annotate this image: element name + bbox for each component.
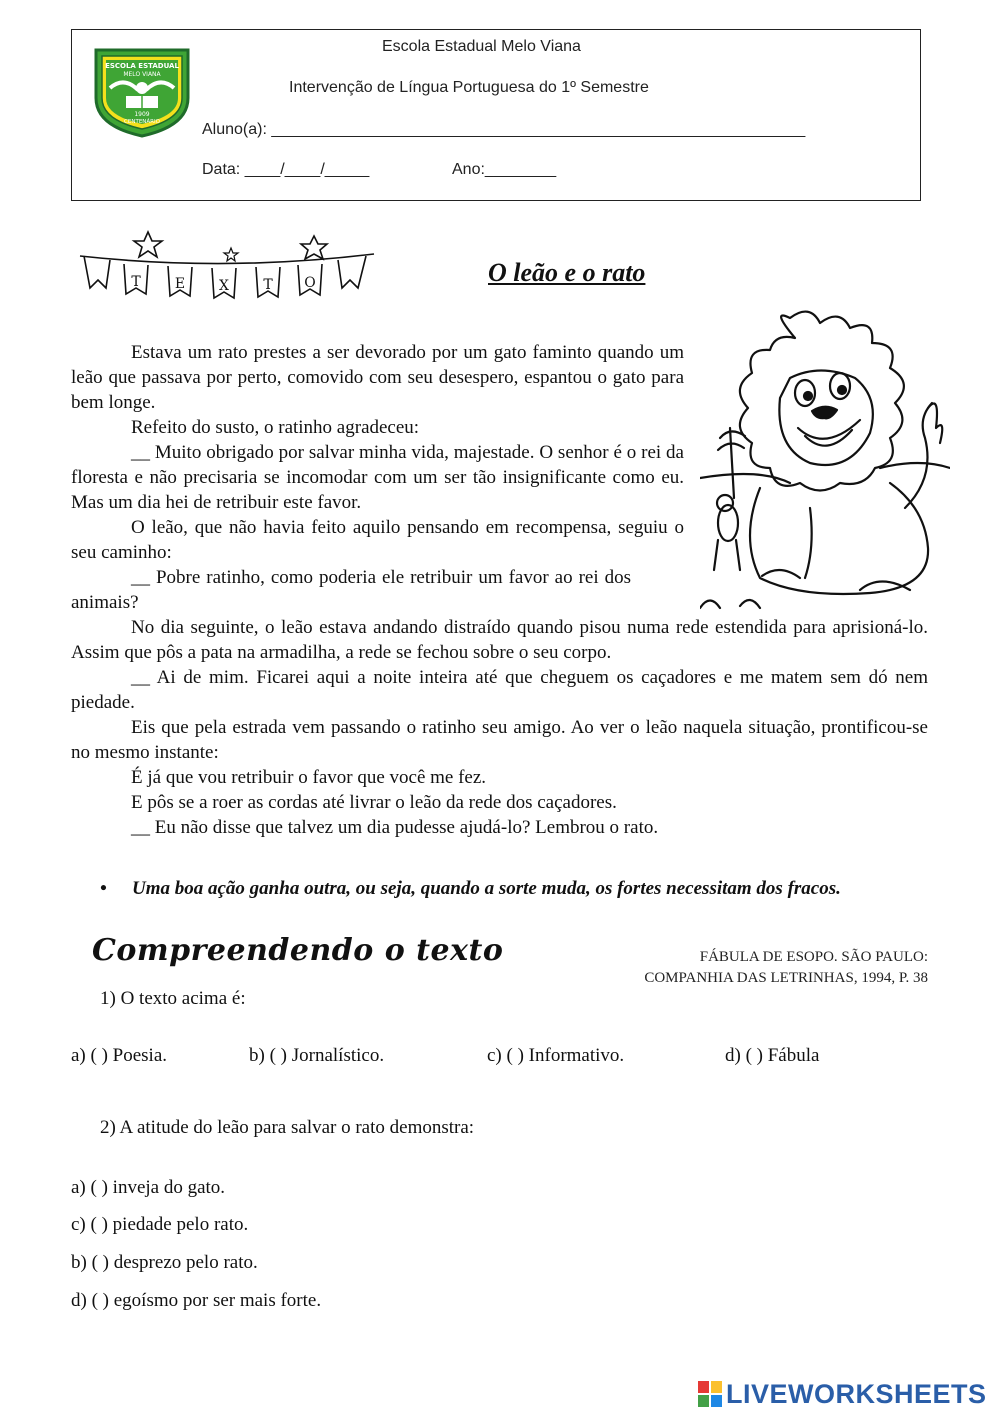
date-field[interactable]: Data: ____/____/_____ bbox=[202, 161, 370, 178]
source-line-2: COMPANHIA DAS LETRINHAS, 1994, P. 38 bbox=[644, 970, 928, 986]
year-field[interactable]: Ano:________ bbox=[452, 161, 557, 178]
banner-flag-e bbox=[168, 266, 192, 296]
moral-text: Uma boa ação ganha outra, ou seja, quando a sorte muda, os fortes necessitam dos fracos. bbox=[132, 878, 841, 899]
source-citation bbox=[644, 947, 928, 989]
logo-bottom-text: CENTENÁRIO bbox=[124, 119, 160, 125]
story-paragraph: No dia seguinte, o leão estava andando distraído quando pisou numa rede estendida para aprisioná-lo. Assim que pôs a pata na armadilha, a rede se fechou sobre o seu corpo. bbox=[71, 617, 928, 663]
school-name: Escola Estadual Melo Viana bbox=[382, 38, 581, 55]
logo-name-text: MELO VIANA bbox=[123, 71, 161, 78]
q1-option-b[interactable]: b) ( ) Jornalístico. bbox=[249, 1045, 385, 1066]
story-paragraph: O leão, que não havia feito aquilo pensando em recompensa, seguiu o seu caminho: bbox=[71, 517, 684, 563]
svg-text:T: T bbox=[131, 274, 141, 290]
course-title: Intervenção de Língua Portuguesa do 1º Semestre bbox=[289, 79, 649, 96]
liveworksheets-icon bbox=[698, 1381, 722, 1407]
texto-banner bbox=[76, 228, 376, 308]
banner-flag-t bbox=[124, 264, 148, 294]
story-body bbox=[71, 340, 928, 840]
q2-option-a[interactable]: a) ( ) inveja do gato. bbox=[71, 1177, 226, 1198]
star-icon bbox=[224, 248, 238, 261]
q1-option-d[interactable]: d) ( ) Fábula bbox=[725, 1045, 820, 1066]
logo-top-text: ESCOLA ESTADUAL bbox=[105, 62, 179, 70]
svg-text:O: O bbox=[304, 275, 316, 291]
banner-flag-o bbox=[298, 264, 322, 295]
q2-option-d[interactable]: d) ( ) egoísmo por ser mais forte. bbox=[71, 1290, 322, 1311]
story-paragraph: Eis que pela estrada vem passando o ratinho seu amigo. Ao ver o leão naquela situação, prontificou-se no mesmo instante: bbox=[71, 717, 928, 763]
q2-option-c[interactable]: c) ( ) piedade pelo rato. bbox=[71, 1214, 249, 1235]
school-logo bbox=[92, 46, 192, 138]
svg-text:X: X bbox=[219, 278, 229, 294]
story-paragraph: Estava um rato prestes a ser devorado por um gato faminto quando um leão que passava por perto, comovido com seu desespero, espantou o gato para bem longe. bbox=[71, 342, 684, 413]
comprehension-title: Compreendendo o texto bbox=[92, 933, 504, 968]
question-1: 1) O texto acima é: bbox=[100, 988, 246, 1009]
student-name-field[interactable]: Aluno(a): ____________________________________________________________ bbox=[202, 121, 806, 138]
story-paragraph: __ Pobre ratinho, como poderia ele retribuir um favor ao rei dos animais? bbox=[71, 567, 631, 613]
story-paragraph: __ Muito obrigado por salvar minha vida, majestade. O senhor é o rei da floresta e não precisaria se incomodar com um ser tão insignificante como eu. Mas um dia hei de retribuir este favor. bbox=[71, 442, 684, 513]
svg-text:E: E bbox=[174, 276, 186, 292]
story-paragraph: Refeito do susto, o ratinho agradeceu: bbox=[131, 417, 420, 438]
star-icon bbox=[301, 236, 327, 259]
star-icon bbox=[134, 232, 162, 257]
story-paragraph: É já que vou retribuir o favor que você me fez. bbox=[131, 767, 487, 788]
story-paragraph: __ Eu não disse que talvez um dia pudesse ajudá-lo? Lembrou o rato. bbox=[131, 817, 659, 838]
banner-flag-t2 bbox=[256, 267, 280, 297]
story-title: O leão e o rato bbox=[488, 258, 646, 287]
story-paragraph: __ Ai de mim. Ficarei aqui a noite inteira até que cheguem os caçadores e me matem sem dó nem piedade. bbox=[71, 667, 928, 713]
liveworksheets-logo[interactable] bbox=[698, 1377, 987, 1411]
banner-flag-x bbox=[212, 268, 236, 298]
q2-option-b[interactable]: b) ( ) desprezo pelo rato. bbox=[71, 1252, 258, 1273]
bullet-icon: • bbox=[100, 878, 107, 899]
header-box bbox=[71, 29, 921, 201]
question-2: 2) A atitude do leão para salvar o rato demonstra: bbox=[100, 1117, 475, 1138]
q1-option-a[interactable]: a) ( ) Poesia. bbox=[71, 1045, 168, 1066]
story-paragraph: E pôs se a roer as cordas até livrar o leão da rede dos caçadores. bbox=[131, 792, 617, 813]
q1-option-c[interactable]: c) ( ) Informativo. bbox=[487, 1045, 625, 1066]
story-moral bbox=[100, 876, 928, 901]
logo-year-text: 1909 bbox=[134, 111, 150, 118]
liveworksheets-brand: LIVEWORKSHEETS bbox=[726, 1378, 987, 1409]
svg-text:T: T bbox=[263, 277, 273, 293]
source-line-1: FÁBULA DE ESOPO. SÃO PAULO: bbox=[699, 949, 928, 965]
